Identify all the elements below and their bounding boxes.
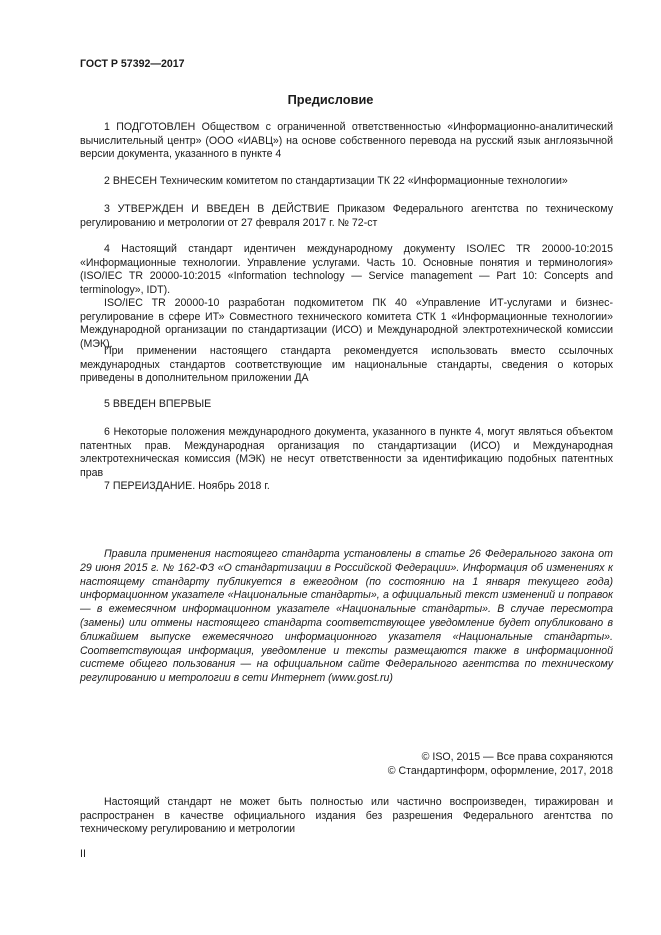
copyright-standartinform: © Стандартинформ, оформление, 2017, 2018 (387, 765, 613, 777)
paragraph-1: 1 ПОДГОТОВЛЕН Обществом с ограниченной ответственностью «Информационно-аналитический вычислительный центр» (ООО «ИАВЦ») на основе собственного перевода на русский язык англоязычной версии документа, указанного в пункте 4 (80, 121, 613, 161)
paragraph-2: 2 ВНЕСЕН Техническим комитетом по стандартизации ТК 22 «Информационные технологии» (104, 175, 568, 187)
standard-code: ГОСТ Р 57392—2017 (80, 58, 185, 70)
page-title: Предисловие (287, 92, 374, 107)
paragraph-4: 4 Настоящий стандарт идентичен международному документу ISO/IEC TR 20000-10:2015 «Информационные технологии. Управление услугами. Часть 10. Основные понятия и терминология» (ISO/IEC TR 20000-10:2015 «Information technology — Service management — Part 10: Concepts and terminology», IDT). (80, 243, 613, 296)
copyright-iso: © ISO, 2015 — Все права сохраняются (421, 751, 613, 763)
reproduction-notice: Настоящий стандарт не может быть полностью или частично воспроизведен, тиражирован и распространен в качестве официального издания без разрешения Федерального агентства по техническому регулированию и метрологии (80, 796, 613, 836)
paragraph-3: 3 УТВЕРЖДЕН И ВВЕДЕН В ДЕЙСТВИЕ Приказом Федерального агентства по техническому регулированию и метрологии от 27 февраля 2017 г. № 72-ст (80, 203, 613, 229)
paragraph-4-developer: ISO/IEC TR 20000-10 разработан подкомитетом ПК 40 «Управление ИТ-услугами и бизнес-регулирование в сфере ИТ» Совместного технического комитета СТК 1 «Информационные технологии» Международной организации по стандартизации (ИСО) и Международной электротехнической комиссии (МЭК). (80, 297, 613, 350)
application-rules-notice: Правила применения настоящего стандарта установлены в статье 26 Федерального закона от 29 июня 2015 г. № 162-ФЗ «О стандартизации в Российской Федерации». Информация об изменениях к настоящему стандарту публикуется в ежегодном (по состоянию на 1 января текущего года) информационном указателе «Национальные стандарты», а официальный текст изменений и поправок — в ежемесячном информационном указателе «Национальные стандарты». В случае пересмотра (замены) или отмены настоящего стандарта соответствующее уведомление будет опубликовано в ближайшем выпуске ежемесячного информационного указателя «Национальные стандарты». Соответствующая информация, уведомление и тексты размещаются также в информационной системе общего пользования — на официальном сайте Федерального агентства по техническому регулированию и метрологии в сети Интернет (www.gost.ru) (80, 548, 613, 685)
paragraph-5: 5 ВВЕДЕН ВПЕРВЫЕ (104, 398, 212, 410)
paragraph-4-references: При применении настоящего стандарта рекомендуется использовать вместо ссылочных международных стандартов соответствующие им национальные стандарты, сведения о которых приведены в дополнительном приложении ДА (80, 345, 613, 385)
page-number: II (80, 848, 86, 860)
paragraph-6: 6 Некоторые положения международного документа, указанного в пункте 4, могут являться объектом патентных прав. Международная организация по стандартизации (ИСО) и Международная электротехническая комиссия (МЭК) не несут ответственности за идентификацию подобных патентных прав (80, 426, 613, 479)
paragraph-7: 7 ПЕРЕИЗДАНИЕ. Ноябрь 2018 г. (104, 480, 270, 492)
